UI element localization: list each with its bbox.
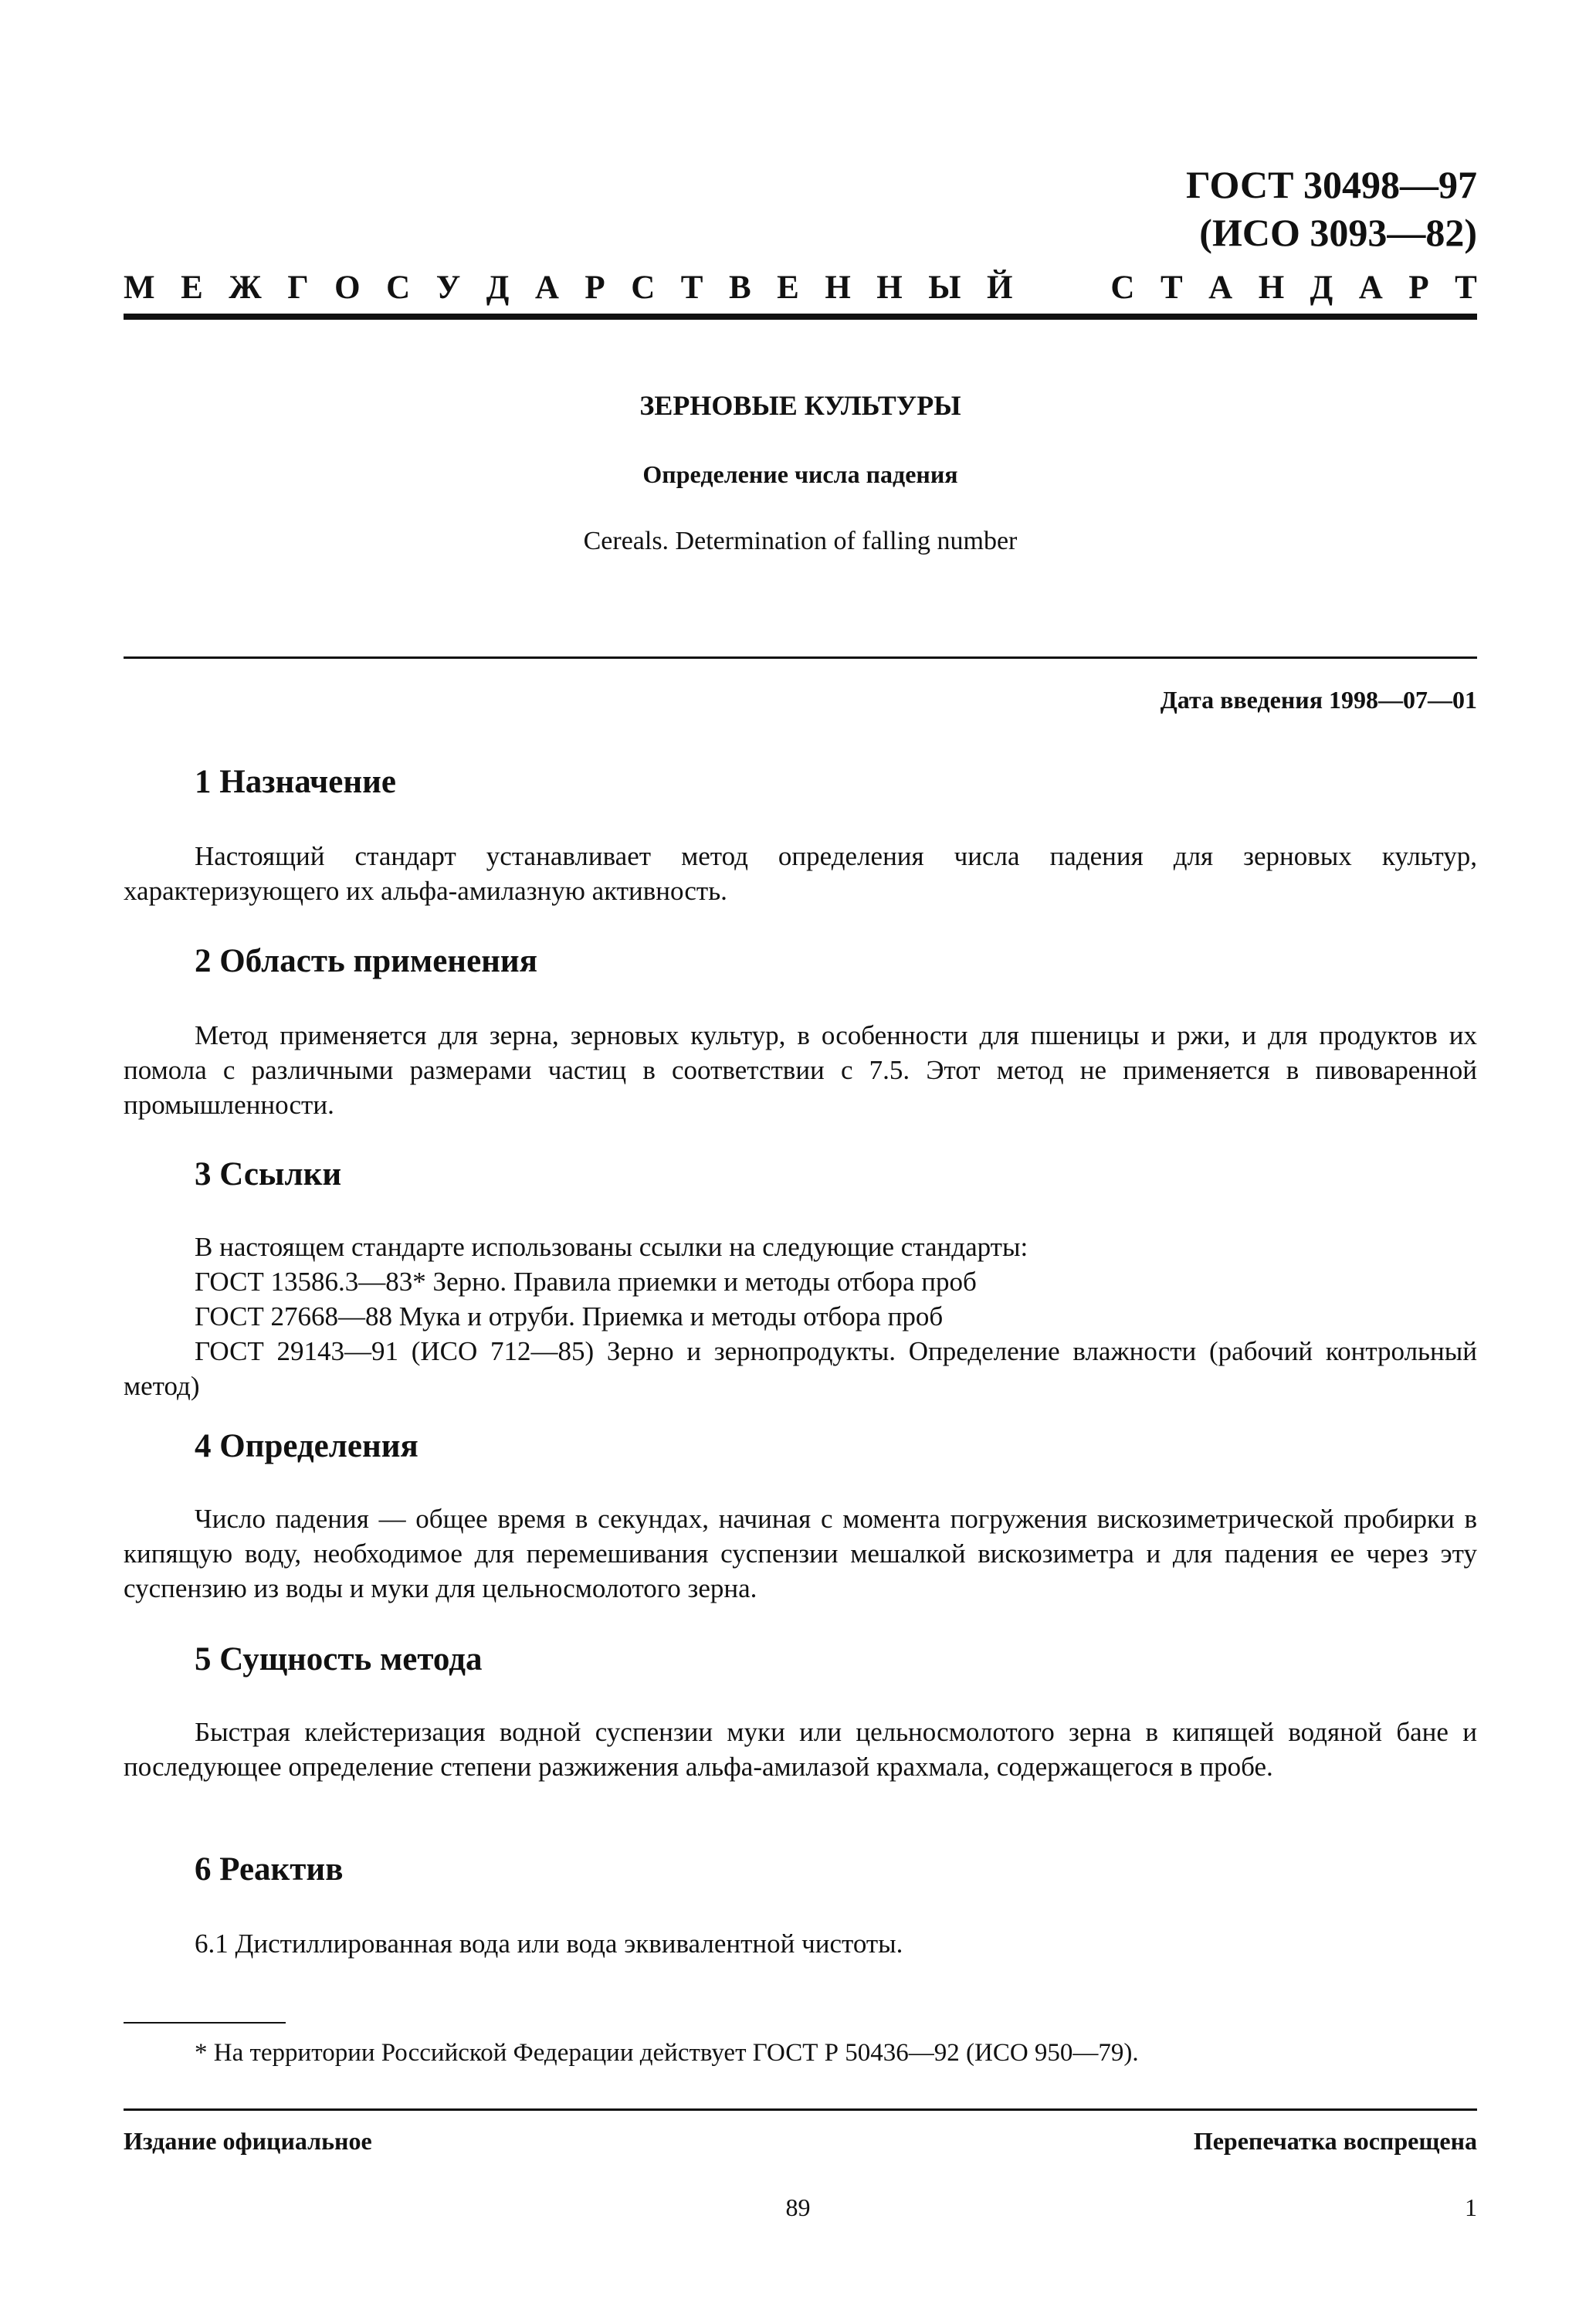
interstate-letter: Г bbox=[287, 270, 309, 306]
interstate-letter: А bbox=[534, 270, 559, 306]
interstate-letter: Ы bbox=[928, 270, 961, 306]
interstate-letter: Е bbox=[777, 270, 799, 306]
interstate-letter: О bbox=[334, 270, 361, 306]
interstate-letter: Е bbox=[181, 270, 203, 306]
interstate-letter: С bbox=[386, 270, 411, 306]
reference-item: ГОСТ 13586.3—83* Зерно. Правила приемки и методы отбора проб bbox=[195, 1267, 977, 1297]
interstate-standard-heading bbox=[124, 267, 1477, 309]
standard-number-block bbox=[1186, 161, 1477, 256]
document-title: ЗЕРНОВЫЕ КУЛЬТУРЫ bbox=[639, 390, 961, 421]
references-intro: В настоящем стандарте использованы ссылки на следующие стандарты: bbox=[195, 1232, 1028, 1262]
standard-letter: С bbox=[1110, 270, 1135, 306]
standard-letter: Т bbox=[1160, 270, 1183, 306]
standard-letter: А bbox=[1208, 270, 1233, 306]
section-1-text: Настоящий стандарт устанавливает метод определения числа падения для зерновых культур, характеризующего их альфа-амилазную активность. bbox=[124, 841, 1477, 906]
title-divider-rule bbox=[124, 656, 1477, 659]
interstate-letter: В bbox=[728, 270, 751, 306]
section-heading-3: 3 Ссылки bbox=[195, 1156, 342, 1192]
section-6-text: 6.1 Дистиллированная вода или вода эквивалентной чистоты. bbox=[195, 1929, 903, 1959]
iso-number: (ИСО 3093—82) bbox=[1199, 211, 1477, 254]
interstate-letter: Й bbox=[986, 270, 1013, 306]
standard-letter: Н bbox=[1258, 270, 1285, 306]
page-number-right: 1 bbox=[1465, 2193, 1477, 2221]
section-5-text: Быстрая клейстеризация водной суспензии муки или цельносмолотого зерна в кипящей водяной бане и последующее определение степени разжижения альфа-амилазой крахмала, содержащегося в пробе. bbox=[124, 1717, 1477, 1782]
interstate-letter: Ж bbox=[229, 270, 262, 306]
document-subtitle: Определение числа падения bbox=[642, 460, 958, 488]
page-number-center: 89 bbox=[785, 2193, 811, 2221]
standard-letter: Р bbox=[1408, 270, 1429, 306]
section-heading-5: 5 Сущность метода bbox=[195, 1641, 483, 1678]
interstate-letter: Д bbox=[486, 270, 510, 306]
interstate-letter: М bbox=[124, 270, 155, 306]
reference-item: ГОСТ 29143—91 (ИСО 712—85) Зерно и зернопродукты. Определение влажности (рабочий контрольный метод) bbox=[124, 1336, 1477, 1401]
interstate-letter: Т bbox=[680, 270, 703, 306]
document-title-english: Cereals. Determination of falling number bbox=[583, 527, 1018, 555]
standard-letter: Т bbox=[1455, 270, 1477, 306]
section-4-text: Число падения — общее время в секундах, начиная с момента погружения вискозиметрической пробирки в кипящую воду, необходимое для перемешивания суспензии мешалкой вискозиметра и для падения ее через эту суспензию из воды и муки для цельносмолотого зерна. bbox=[124, 1504, 1477, 1603]
official-edition-label: Издание официальное bbox=[124, 2127, 372, 2155]
standard-letter: Д bbox=[1310, 270, 1333, 306]
header-thick-rule bbox=[124, 314, 1477, 320]
interstate-letter: С bbox=[631, 270, 656, 306]
date-introduced: Дата введения 1998—07—01 bbox=[1160, 686, 1477, 714]
section-heading-2: 2 Область применения bbox=[195, 943, 537, 979]
interstate-letter: Р bbox=[585, 270, 605, 306]
interstate-letter: Н bbox=[825, 270, 851, 306]
section-2-text: Метод применяется для зерна, зерновых культур, в особенности для пшеницы и ржи, и для продуктов их помола с различными размерами частиц в соответствии с 7.5. Этот метод не применяется в пивоваренной промышленности. bbox=[124, 1020, 1477, 1120]
section-heading-4: 4 Определения bbox=[195, 1428, 418, 1464]
footer-rule bbox=[124, 2108, 1477, 2111]
standard-number: ГОСТ 30498—97 bbox=[1185, 163, 1477, 206]
section-heading-6: 6 Реактив bbox=[195, 1851, 344, 1888]
reference-item: ГОСТ 27668—88 Мука и отруби. Приемка и методы отбора проб bbox=[195, 1301, 944, 1332]
interstate-letter: Н bbox=[876, 270, 903, 306]
footnote: * На территории Российской Федерации действует ГОСТ Р 50436—92 (ИСО 950—79). bbox=[195, 2039, 1139, 2067]
standard-letter: А bbox=[1358, 270, 1383, 306]
word-gap bbox=[1039, 267, 1085, 309]
interstate-letter: У bbox=[435, 270, 461, 306]
footnote-rule bbox=[124, 2022, 286, 2024]
reprint-prohibited-label: Перепечатка воспрещена bbox=[1193, 2127, 1477, 2155]
section-heading-1: 1 Назначение bbox=[195, 764, 397, 800]
